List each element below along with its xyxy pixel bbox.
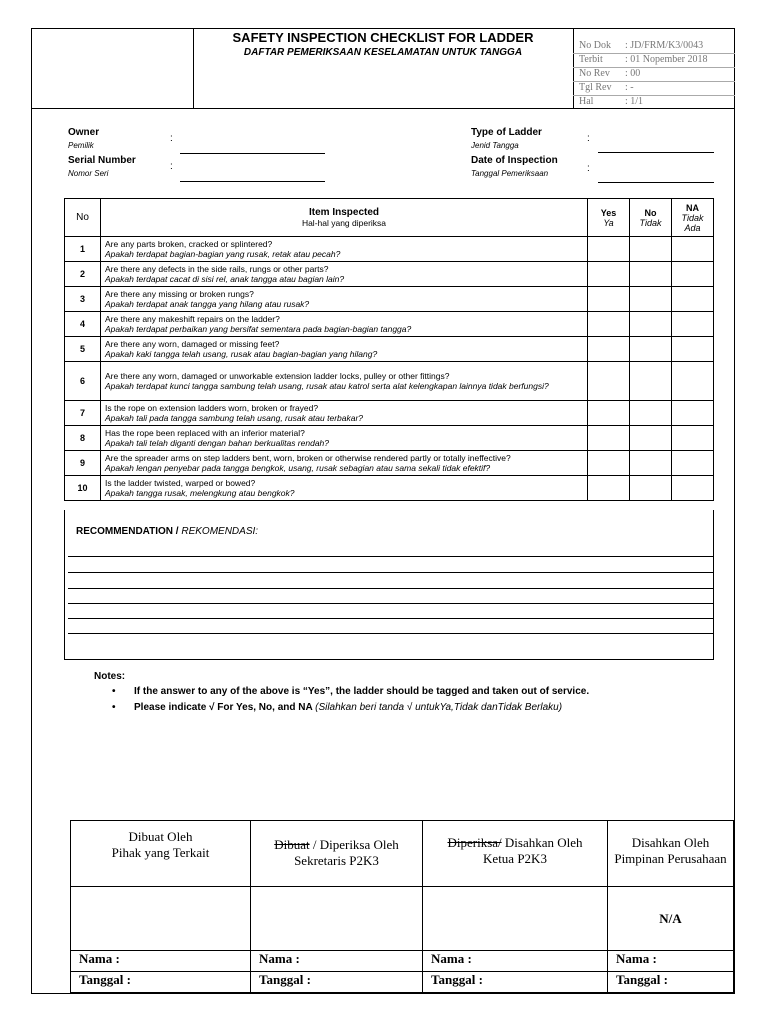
document-subtitle: DAFTAR PEMERIKSAAN KESELAMATAN UNTUK TANGGA [243,47,523,58]
date-row [71,972,734,993]
owner-sublabel: Pemilik [68,141,94,150]
col-na-sublabel: Tidak Ada [681,212,704,233]
note-text: If the answer to any of the above is “Yes”, the ladder should be tagged and taken out of service. [134,686,590,697]
recommendation-line[interactable] [68,618,713,619]
row-number: 10 [65,476,101,501]
question-en: Are there any makeshift repairs on the ladder? [105,314,280,324]
yes-cell[interactable] [588,426,630,451]
sign-title-struck: Dibuat [274,837,310,852]
question-id: Apakah kaki tangga telah usang, rusak atau bagian-bagian yang hilang? [105,349,378,359]
question-en: Is the rope on extension ladders worn, broken or frayed? [105,403,319,413]
sign-subtitle: Sekretaris P2K3 [294,853,379,868]
na-cell[interactable] [672,262,714,287]
question-en: Are the spreader arms on step ladders bent, worn, broken or otherwise rendered partly or totally ineffective? [105,453,511,463]
sign-title-struck: Diperiksa/ [447,835,502,850]
meta-value: : 00 [625,68,641,79]
col-no-header: No [65,199,101,237]
question-id: Apakah terdapat anak tangga yang hilang atau rusak? [105,299,310,309]
signature-space-row [71,887,734,951]
meta-row [573,68,735,82]
row-question [101,362,588,401]
sign-col-approved-chair [423,821,608,887]
owner-label: Owner [68,127,100,138]
sign-subtitle: Pimpinan Perusahaan [614,851,727,866]
serial-label: Serial Number [68,155,136,166]
col-item-header [101,199,588,237]
meta-value: : JD/FRM/K3/0043 [625,40,704,51]
col-na-header [672,199,714,237]
row-number: 8 [65,426,101,451]
no-cell[interactable] [630,237,672,262]
na-cell[interactable] [672,237,714,262]
name-field[interactable]: Nama : [251,951,423,972]
na-cell[interactable] [672,337,714,362]
row-number: 2 [65,262,101,287]
inspection-date-label: Date of Inspection [471,155,558,166]
row-question [101,451,588,476]
no-cell[interactable] [630,287,672,312]
yes-cell[interactable] [588,451,630,476]
ladder-type-sublabel: Jenid Tangga [471,141,519,150]
col-item-sublabel: Hal-hal yang diperiksa [301,218,387,228]
checklist-table [64,198,714,501]
ladder-type-colon: : [587,133,590,144]
na-cell[interactable] [672,312,714,337]
sign-subtitle: Pihak yang Terkait [111,845,210,860]
question-id: Apakah terdapat cacat di sisi rel, anak tangga atau bagian lain? [105,274,345,284]
bullet: • [112,702,116,713]
recommendation-line[interactable] [68,556,713,557]
question-en: Are any parts broken, cracked or splintered? [105,239,273,249]
col-na-label: NA [686,202,699,213]
row-number: 7 [65,401,101,426]
meta-row [573,54,735,68]
table-row [65,476,714,501]
na-cell[interactable] [672,476,714,501]
row-question [101,337,588,362]
inspection-date-colon: : [587,163,590,174]
question-id: Apakah lengan penyebar pada tangga bengkok, usang, rusak sebagian atau sama sekali tidak efektif? [105,463,491,473]
na-cell[interactable] [672,451,714,476]
meta-value: : 1/1 [625,96,644,107]
inspection-date-sublabel: Tanggal Pemeriksaan [471,169,549,178]
no-cell[interactable] [630,451,672,476]
row-number: 5 [65,337,101,362]
yes-cell[interactable] [588,401,630,426]
question-en: Are there any missing or broken rungs? [105,289,254,299]
yes-cell[interactable] [588,312,630,337]
table-row [65,451,714,476]
meta-key: Terbit [579,54,603,65]
meta-key: Hal [579,96,594,107]
table-row [65,362,714,401]
row-number: 1 [65,237,101,262]
na-cell[interactable] [672,287,714,312]
row-question [101,476,588,501]
bullet: • [112,686,116,697]
row-number: 4 [65,312,101,337]
sign-col-approved-management [608,821,734,887]
question-en: Is the ladder twisted, warped or bowed? [105,478,256,488]
recommendation-line[interactable] [68,588,713,589]
question-id: Apakah terdapat kunci tangga sambung telah usang, rusak atau katrol serta alat kelengkapan lainnya tidak berfungsi? [105,381,549,391]
table-row [65,262,714,287]
no-cell[interactable] [630,337,672,362]
ladder-type-field[interactable] [598,152,714,153]
row-question [101,426,588,451]
table-row [65,312,714,337]
inspection-date-field[interactable] [598,182,714,183]
recommendation-label-id: REKOMENDASI: [181,526,259,537]
col-item-label: Item Inspected [308,207,380,218]
na-cell[interactable] [672,426,714,451]
meta-key: No Dok [579,40,611,51]
table-header-row [65,199,714,237]
table-row [65,401,714,426]
document-meta [573,40,735,109]
table-row [65,426,714,451]
date-field[interactable]: Tanggal : [71,972,251,993]
col-no2-header [630,199,672,237]
sign-title: / Diperiksa Oleh [309,837,399,852]
question-en: Are there any worn, damaged or unworkable extension ladder locks, pulley or other fittings? [105,371,450,381]
no-cell[interactable] [630,362,672,401]
sign-col-made-by [71,821,251,887]
col-yes-label: Yes [600,207,617,218]
yes-cell[interactable] [588,237,630,262]
meta-row [573,82,735,96]
col-yes-sublabel: Ya [603,217,614,228]
question-en: Are there any worn, damaged or missing feet? [105,339,280,349]
sign-title: Dibuat Oleh [128,829,193,844]
question-en: Has the rope been replaced with an inferior material? [105,428,305,438]
recommendation-line[interactable] [68,633,713,634]
no-cell[interactable] [630,401,672,426]
na-cell[interactable] [672,362,714,401]
notes-title: Notes: [94,671,126,682]
question-id: Apakah terdapat perbaikan yang bersifat sementara pada bagian-bagian tangga? [105,324,412,334]
ladder-type-label: Type of Ladder [471,127,542,138]
meta-row [573,40,735,54]
row-question [101,237,588,262]
name-field[interactable]: Nama : [608,951,734,972]
recommendation-label-en: RECOMMENDATION / [76,526,179,537]
yes-cell[interactable] [588,476,630,501]
recommendation-line[interactable] [68,572,713,573]
date-field[interactable]: Tanggal : [423,972,608,993]
serial-colon: : [170,161,173,172]
yes-cell[interactable] [588,362,630,401]
meta-key: No Rev [579,68,610,79]
recommendation-label [76,526,258,537]
col-no2-sublabel: Tidak [639,217,662,228]
no-cell[interactable] [630,426,672,451]
question-en: Are there any defects in the side rails, rungs or other parts? [105,264,329,274]
meta-row [573,96,735,109]
note-text-id: (Silahkan beri tanda √ untukYa,Tidak danTidak Berlaku) [315,702,563,713]
serial-sublabel: Nomor Seri [68,169,109,178]
question-id: Apakah tali telah diganti dengan bahan berkualitas rendah? [105,438,330,448]
table-row [65,237,714,262]
note-item [112,702,563,713]
signature-space[interactable] [71,887,251,951]
yes-cell[interactable] [588,337,630,362]
signature-space[interactable] [423,887,608,951]
table-row [65,287,714,312]
yes-cell[interactable] [588,287,630,312]
owner-colon: : [170,133,173,144]
recommendation-line[interactable] [68,603,713,604]
document-title: SAFETY INSPECTION CHECKLIST FOR LADDER [232,30,534,45]
question-id: Apakah tangga rusak, melengkung atau bengkok? [105,488,295,498]
sign-title: Disahkan Oleh [631,835,710,850]
question-id: Apakah terdapat bagian-bagian yang rusak, retak atau pecah? [105,249,341,259]
meta-value: : - [625,82,634,93]
row-question [101,287,588,312]
serial-field[interactable] [180,181,325,182]
yes-cell[interactable] [588,262,630,287]
col-no2-label: No [644,207,657,218]
note-item [112,686,590,697]
table-row [65,337,714,362]
row-number: 3 [65,287,101,312]
no-cell[interactable] [630,312,672,337]
row-question [101,262,588,287]
name-row [71,951,734,972]
owner-field[interactable] [180,153,325,154]
signature-space[interactable] [251,887,423,951]
question-id: Apakah tali pada tangga sambung telah usang, rusak atau terbakar? [105,413,364,423]
row-question [101,312,588,337]
note-text: Please indicate √ For Yes, No, and NA [134,702,313,713]
name-field[interactable]: Nama : [423,951,608,972]
signature-header-row [71,821,734,887]
col-yes-header [588,199,630,237]
signature-space-na: N/A [608,887,734,951]
signature-table [70,820,734,993]
meta-key: Tgl Rev [579,82,612,93]
na-cell[interactable] [672,401,714,426]
row-number: 9 [65,451,101,476]
no-cell[interactable] [630,476,672,501]
date-field[interactable]: Tanggal : [608,972,734,993]
name-field[interactable]: Nama : [71,951,251,972]
row-number: 6 [65,362,101,401]
row-question [101,401,588,426]
sign-col-checked-by [251,821,423,887]
date-field[interactable]: Tanggal : [251,972,423,993]
no-cell[interactable] [630,262,672,287]
sign-subtitle: Ketua P2K3 [483,851,547,866]
meta-value: : 01 Nopember 2018 [625,54,708,65]
sign-title: Disahkan Oleh [501,835,583,850]
